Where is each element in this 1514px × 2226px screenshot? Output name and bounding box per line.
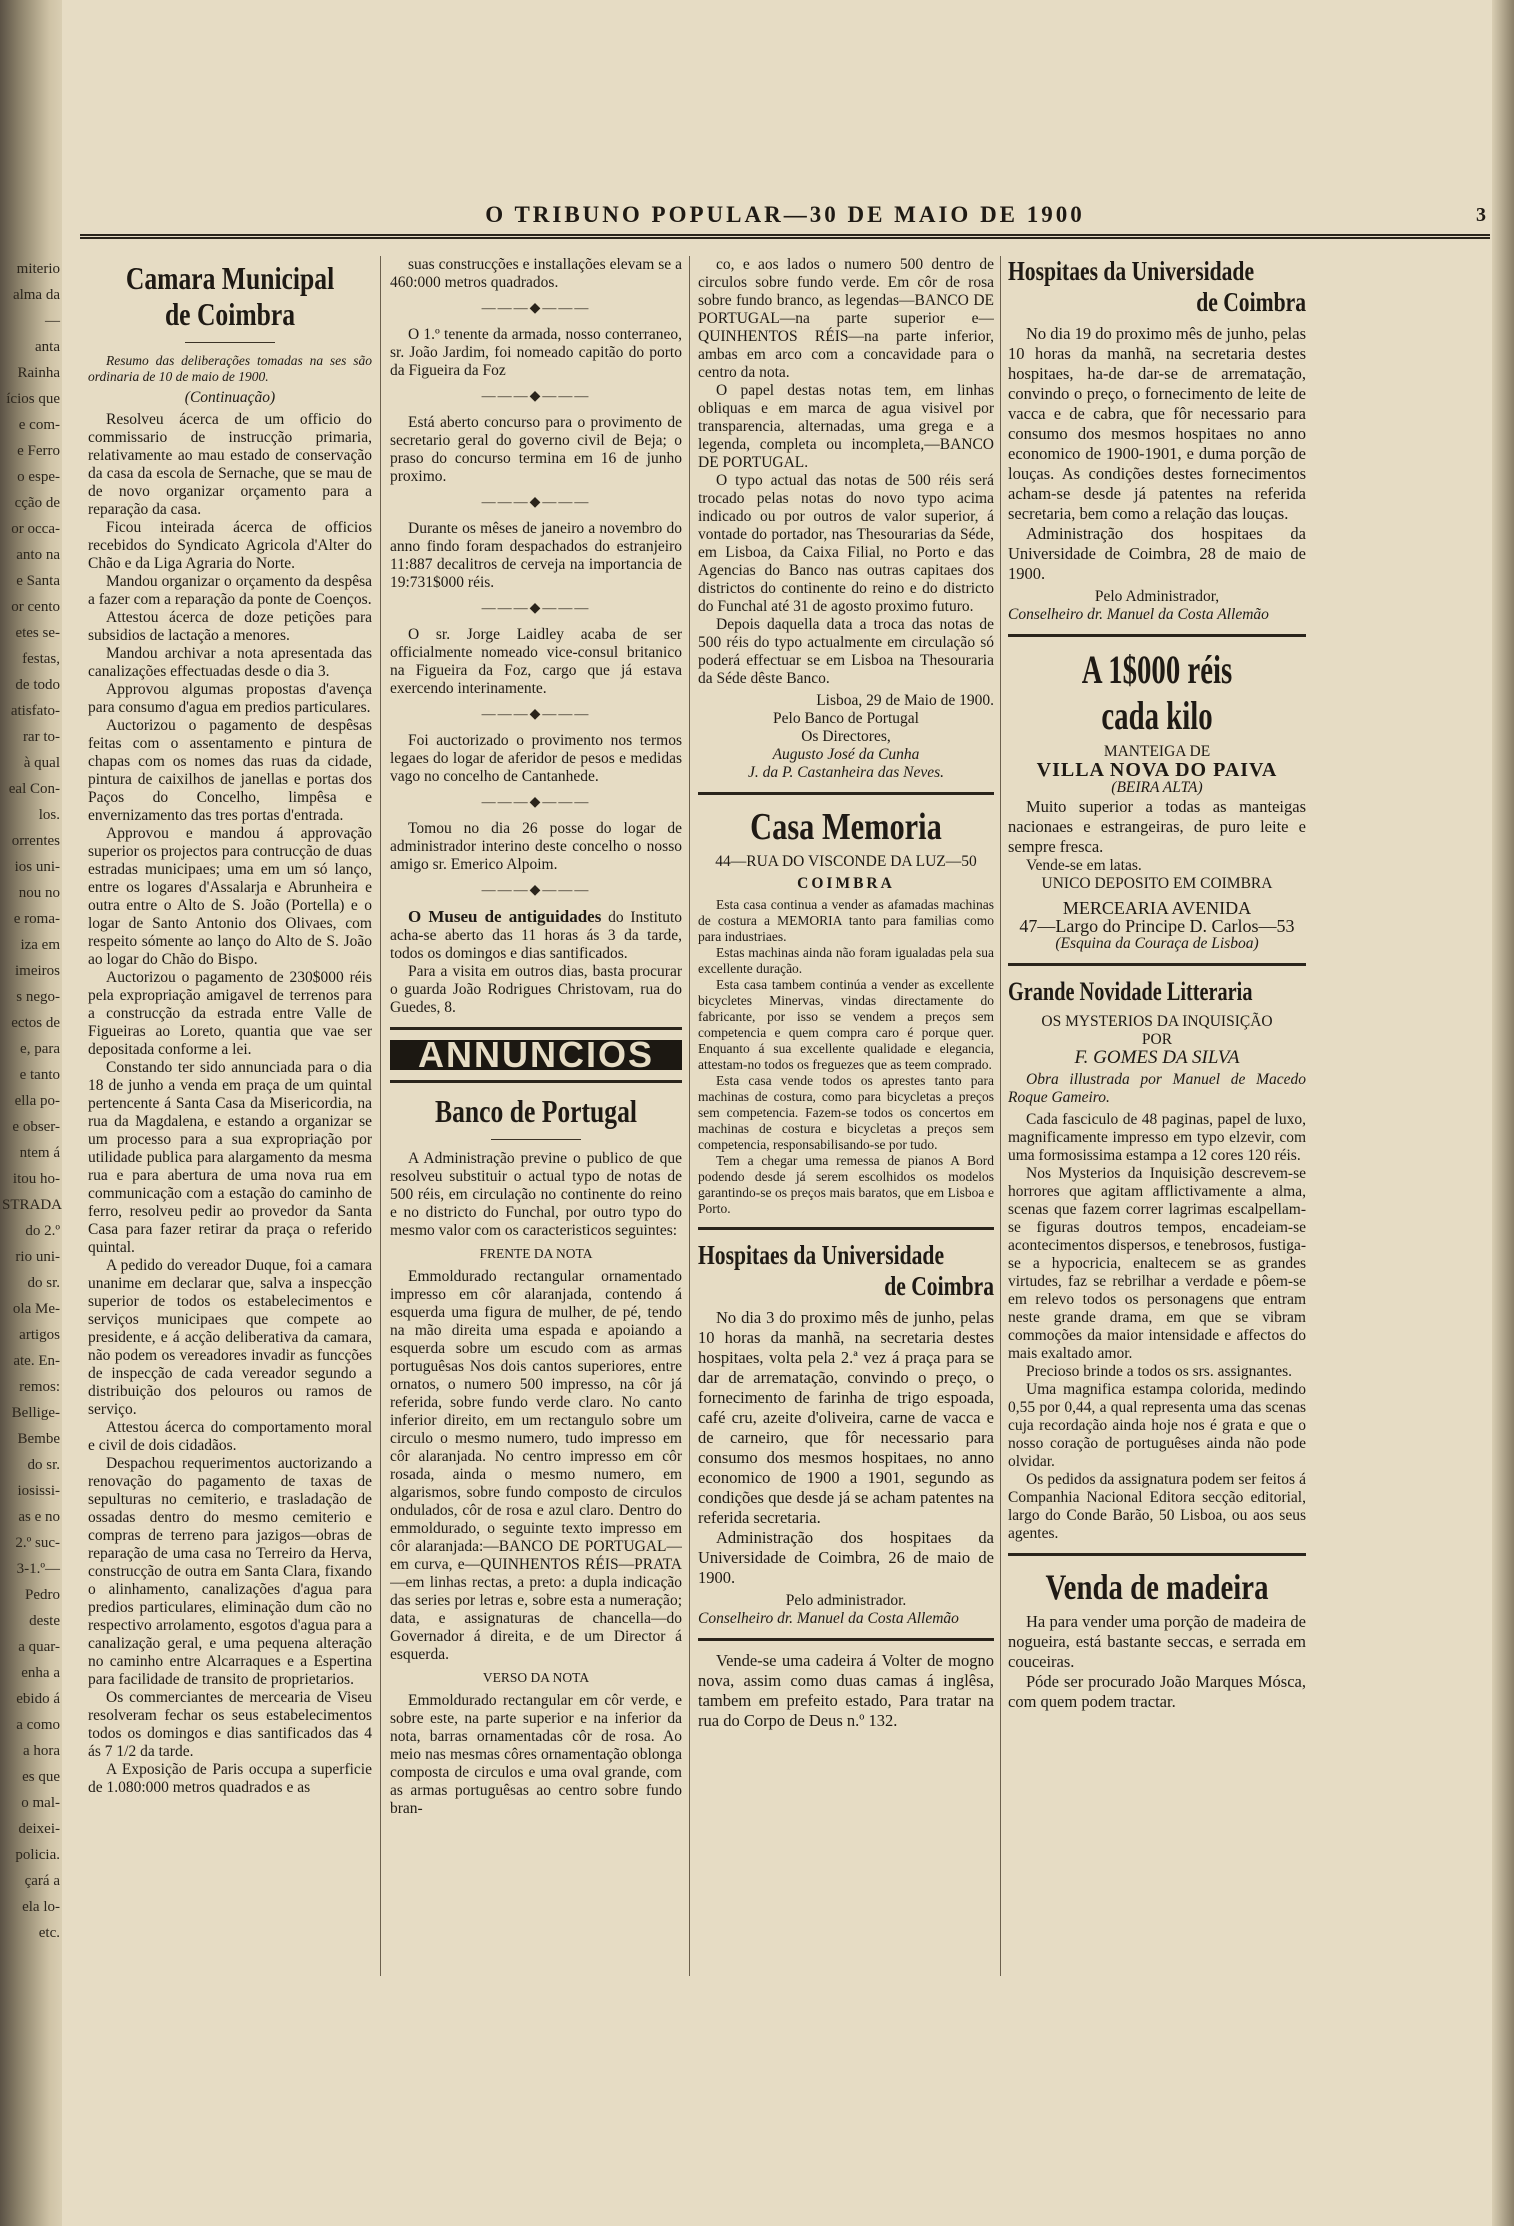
spine-fragment: ios uni-	[14, 859, 60, 875]
spine-fragment: anta	[35, 339, 60, 355]
spine-fragment: itou ho-	[12, 1171, 60, 1187]
spine-fragment: s nego-	[16, 989, 60, 1005]
spine-fragment: los.	[38, 807, 60, 823]
spine-fragment: iza em	[20, 937, 60, 953]
banco-paragraph: Depois daquella data a troca das notas de 500 réis do typo actualmente em circulação só poderá effectuar se em Lisboa na Thesouraria da Séde dêste Banco.	[698, 616, 994, 687]
novidade-paragraphs	[1008, 1111, 1306, 1543]
spine-fragment: eal Con-	[8, 781, 60, 797]
verso-text: Emmoldurado rectangular em côr verde, e sobre este, na parte superior e na inferior da nota, barras ornamentadas côr de rosa. Ao meio nas mesmas côres ornamentação oblonga composta de circulos e uma oval grande, com as armas portuguêsas ao centro sobre fundo bran-	[390, 1692, 682, 1817]
spine-fragment: Rainha	[17, 365, 60, 381]
manteiga-mercearia: MERCEARIA AVENIDA	[1062, 898, 1252, 918]
masthead-title: O TRIBUNO POPULAR—30 DE MAIO DE 1900	[485, 202, 1085, 227]
manteiga-heading: A 1$000 réis cada kilo	[1081, 647, 1233, 738]
camara-paragraph: Constando ter sido annunciada para o dia 18 de junho a venda em praça de um quintal pertencente á Santa Casa da Misericordia, na rua da Magdalena, e estando a organizar se um processo para a sua expropriação por utilidade publica para alargamento da mesma rua e para abertura de uma nova rua em communicação com a estação do caminho de ferro, resolveu pedir ao provedor da Santa Casa para fazer retirar da praça o referido quintal.	[88, 1059, 372, 1256]
spine-fragment: de todo	[15, 677, 60, 693]
casa-city: COIMBRA	[797, 875, 895, 892]
camara-paragraph: Despachou requerimentos auctorizando a renovação do pagamento de taxas de sepulturas no cemiterio, e trasladação de ossadas dentro do mesmo cemiterio e compras de terreno para jazigos—obras de reparação de uma casa no Terreiro da Herva, construcção de outra em Santa Clara, fixando o alinhamento, canalizações d'agua para predios particulares, eliminação dum cão no respectivo arrolamento, esgotos d'agua para a canalização geral, e uma pequena alteração no caminho entre Alcarraques e a Espertina para facilidade de transito de proprietarios.	[88, 1455, 372, 1688]
sign-name-1: Augusto José da Cunha	[772, 746, 920, 763]
spine-fragment: ate. En-	[13, 1353, 60, 1369]
spine-fragment: Bellige-	[11, 1405, 60, 1421]
spine-fragment: deste	[29, 1613, 60, 1629]
spine-fragment: do 2.º	[25, 1223, 60, 1239]
camara-paragraph: A Exposição de Paris occupa a superficie de 1.080:000 metros quadrados e as	[88, 1761, 372, 1796]
camara-subheading: Resumo das deliberações tomadas na ses são ordinaria de 10 de maio de 1900.	[88, 353, 372, 384]
novidade-heading: Grande Novidade Litteraria	[1008, 977, 1253, 1006]
manteiga-address: 47—Largo do Principe D. Carlos—53	[1019, 916, 1295, 936]
hospitaes-heading-1: Hospitaes da Universidade	[698, 1240, 945, 1270]
camara-paragraph: Auctorizou o pagamento de despêsas feitas com o assentamento e pintura de chapas com os nomes das ruas da cidade, pintura de caixilhos de janellas e portas dos Paços do Concelho, limpêsa e envernizamento das tres portas d'entrada.	[88, 717, 372, 824]
spine-fragment: ícios que	[6, 391, 60, 407]
casa-paragraph: Tem a chegar uma remessa de pianos A Bord podendo desde já serem escolhidos os modelos garantindo-se os preços mais baratos, que em Lisboa e Porto.	[698, 1153, 994, 1216]
novidade-por: POR	[1141, 1031, 1173, 1048]
annuncios-banner: ANNUNCIOS	[390, 1040, 682, 1070]
spine-fragment: es que	[22, 1769, 60, 1785]
madeira-text: Ha para vender uma porção de madeira de nogueira, está bastante seccas, e serrada em couceiras.	[1008, 1612, 1306, 1671]
spine-fragment: —	[45, 313, 60, 329]
spine-fragment: e tanto	[19, 1067, 60, 1083]
spine-fragment: alma da	[12, 287, 60, 303]
frente-title: FRENTE DA NOTA	[479, 1246, 593, 1261]
spine-fragment: ebido á	[16, 1691, 60, 1707]
hospitaes-heading-1: Hospitaes da Universidade	[1008, 256, 1255, 286]
spine-fragment: 3-1.º—	[16, 1561, 60, 1577]
spine-fragment: e Ferro	[17, 443, 60, 459]
spine-fragment: ntem á	[19, 1145, 60, 1161]
ornament: ———◆———	[481, 301, 591, 316]
spine-fragment: o espe-	[17, 469, 60, 485]
ornament: ———◆———	[481, 707, 591, 722]
camara-paragraph: Resolveu ácerca de um officio do commissario de instrucção primaria, relativamente ao mau estado de conservação da casa da escola de Sernache, que se mau de de novo organizar orçamento para a reparação da casa.	[88, 411, 372, 518]
sign-name-2: J. da P. Castanheira das Neves.	[747, 764, 945, 781]
spine-fragment: rio uni-	[15, 1249, 60, 1265]
banco-paragraph: O papel destas notas tem, em linhas obliquas e em marca de agua visivel por transparencia, alternadas, uma grega e a legenda, completa ou incompleta,—BANCO DE PORTUGAL.	[698, 382, 994, 471]
spine-fragment: rar to-	[22, 729, 60, 745]
news-items	[390, 300, 682, 874]
madeira-heading: Venda de madeira	[1045, 1567, 1269, 1607]
spine-fragment: anto na	[16, 547, 60, 563]
adjacent-page-spine	[0, 0, 62, 2226]
spine-fragment: o mal-	[21, 1795, 60, 1811]
hospitaes-heading-2: de Coimbra	[884, 1271, 994, 1301]
sign-date: Lisboa, 29 de Maio de 1900.	[816, 692, 994, 709]
spine-fragment: STRADA	[2, 1197, 62, 1213]
spine-fragment: etes se-	[15, 625, 60, 641]
hospitaes-text-2: Administração dos hospitaes da Universidade de Coimbra, 28 de maio de 1900.	[1008, 524, 1306, 583]
spine-fragment: iosissi-	[17, 1483, 60, 1499]
novidade-sub: OS MYSTERIOS DA INQUISIÇÃO	[1041, 1013, 1273, 1030]
spine-fragment: or occa-	[11, 521, 60, 537]
ornament: ———◆———	[481, 795, 591, 810]
madeira-text-2: Póde ser procurado João Marques Mósca, com quem podem tractar.	[1008, 1672, 1306, 1711]
rule	[390, 1080, 682, 1083]
camara-paragraph: Mandou archivar a nota apresentada das canalizações effectuadas desde o dia 3.	[88, 645, 372, 680]
camara-paragraph: Attestou ácerca do comportamento moral e civil de dois cidadãos.	[88, 1419, 372, 1454]
separator	[185, 342, 275, 343]
novidade-paragraph: Uma magnifica estampa colorida, medindo 0,55 por 0,44, a qual representa uma das scenas cuja recordação ainda hoje nos é grata e que o nosso coração de portuguêses ainda não pode olvidar.	[1008, 1381, 1306, 1470]
novidade-author: F. GOMES DA SILVA	[1074, 1047, 1240, 1068]
ornament: ———◆———	[481, 389, 591, 404]
spine-fragment: enha a	[21, 1665, 60, 1681]
ornament: ———◆———	[481, 495, 591, 510]
novidade-paragraph: Cada fasciculo de 48 paginas, papel de luxo, magnificamente impresso em typo elzevir, com uma formosissima estampa a 12 cores 120 réis.	[1008, 1111, 1306, 1164]
spine-fragment: orrentes	[11, 833, 60, 849]
sign-line-1: Pelo Banco de Portugal	[773, 710, 919, 727]
novidade-paragraph: Nos Mysterios da Inquisição descrevem-se horrores que agitam afflictivamente a alma, scenas que fazem correr lagrimas escalpellam-se figuras doutros tempos, encadeiam-se acontecimentos dispersos, e tenebrosos, fustiga-se a hypocricia, enaltecem se as grandes virtudes, faz se rebrilhar a verdade e pôem-se em relevo todos os personagens que entram neste grande drama, em que se vibram commoções da maior intensidade e affectos do mais exaltado amor.	[1008, 1165, 1306, 1362]
hospitaes-heading-2: de Coimbra	[1196, 287, 1306, 317]
rule	[1008, 1553, 1306, 1556]
camara-heading: Camara Municipal de Coimbra	[125, 260, 335, 332]
hospitaes-sign: Pelo administrador.	[785, 1592, 907, 1609]
news-item: Foi auctorizado o provimento nos termos legaes do logar de aferidor de pesos e medidas vago no concelho de Cantanhede.	[390, 732, 682, 785]
manteiga-sub-1: MANTEIGA DE	[1103, 743, 1211, 760]
camara-paragraph: Approvou algumas propostas d'avença para consumo d'agua em predios particulares.	[88, 681, 372, 716]
camara-paragraph: Attestou ácerca de doze petições para subsidios de lactação a menores.	[88, 609, 372, 644]
casa-paragraph: Esta casa tambem continúa a vender as excellente bicycletes Minervas, vindas directamente do fabricante, por isso se vendem a preços sem competencia e quem compra caro é porque quer. Enquanto á sua excellente qualidade e elegancia, attestam-no todos os freguezes que as teem comprado.	[698, 977, 994, 1072]
camara-paragraph: Os commerciantes de mercearia de Viseu resolveram fechar os seus estabelecimentos todos os domingos e dias santificados das 4 ás 7 1/2 da tarde.	[88, 1689, 372, 1760]
rule	[698, 792, 994, 795]
spine-fragment: deixei-	[18, 1821, 60, 1837]
banco-intro: A Administração previne o publico de que resolveu substituir o actual typo de notas de 500 réis, em circulação no continente do reino e no districto do Funchal, por outro typo do mesmo valor com os caracteristicos seguintes:	[390, 1150, 682, 1239]
sign-line-2: Os Directores,	[801, 728, 891, 745]
spine-fragment: à qual	[23, 755, 60, 771]
spine-fragment: 2.º suc-	[15, 1535, 60, 1551]
rule	[390, 1027, 682, 1030]
casa-paragraph: Esta casa continua a vender as afamadas machinas de costura a MEMORIA tanto para familias como para industriaes.	[698, 897, 994, 944]
spine-fragment: etc.	[38, 1925, 60, 1941]
manteiga-deposito: UNICO DEPOSITO EM COIMBRA	[1041, 875, 1273, 892]
spine-fragment: Pedro	[25, 1587, 60, 1603]
spine-fragment: a hora	[22, 1743, 60, 1759]
camara-paragraph: Auctorizou o pagamento de 230$000 réis pela expropriação amigavel de terrenos para a construcção da estrada entre Valle de Figueiras ao Loreto, quantia que vae ser depositada conforme a lei.	[88, 969, 372, 1058]
spine-fragment: nou no	[18, 885, 60, 901]
spine-fragment: do sr.	[27, 1275, 60, 1291]
camara-paragraph: Approvou e mandou á approvação superior os projectos para contrucção de duas estradas municipaes; uma em um só lanço, entre os logares d'Assalarja e Abrunheira e outra entre o Alto de S. João (Portella) e o logar de Santo Antonio dos Olivaes, com respeito sómente ao lanço do Alto de S. João ao logar do Chão do Bispo.	[88, 825, 372, 968]
casa-paragraph: Esta casa vende todos os aprestes tanto para machinas de costura, como para bicycletas a preços sem competencia. Fazem-se todos os concertos em machinas de costura e bicycletas a preços sem competencia, responsabilisando-se por tudo.	[698, 1073, 994, 1152]
spine-fragment: or cento	[11, 599, 60, 615]
spine-fragment: Bembe	[17, 1431, 60, 1447]
continuation-label: (Continuação)	[184, 389, 276, 406]
banco-paragraph: O typo actual das notas de 500 réis será trocado pelas notas do novo typo acima indicado ou por outros de valor superior, á vontade do portador, nas Thesourarias da Séde, em Lisboa, da Caixa Filial, no Porto e das Agencias do Banco nas outras capitaes dos districtos do continente do reino e do districto do Funchal até 31 de agosto proximo futuro.	[698, 472, 994, 615]
column-divider	[380, 256, 381, 1976]
banco-heading: Banco de Portugal	[435, 1093, 637, 1129]
spine-fragment: e roma-	[13, 911, 60, 927]
column-4	[1008, 256, 1306, 1976]
hospitaes-signature: Conselheiro dr. Manuel da Costa Allemão	[698, 1610, 959, 1627]
hospitaes-text: No dia 19 do proximo mês de junho, pelas 10 horas da manhã, na secretaria destes hospitaes, ha-de dar-se de arrematação, convindo o preço, o fornecimento de leite de vacca e de cabra, que fôr necessario para consumo dos mesmos hospitaes no anno economico de 1900-1901, e duma porção de louças. As condições destes fornecimentos acham-se desde já patentes na referida secretaria, bem como a relação das louças.	[1008, 324, 1306, 523]
newspaper-page	[80, 0, 1490, 2226]
spine-fragment: policia.	[15, 1847, 60, 1863]
spine-fragment: festas,	[22, 651, 60, 667]
news-item: Está aberto concurso para o provimento de secretario geral do governo civil de Beja; o praso do concurso termina em 16 de junho proximo.	[390, 414, 682, 485]
spine-fragment: e obser-	[12, 1119, 60, 1135]
museu-title: O Museu de antiguidades	[408, 907, 602, 926]
spine-fragment: ola Me-	[12, 1301, 60, 1317]
spine-fragment: as e no	[18, 1509, 60, 1525]
news-item: O 1.º tenente da armada, nosso conterraneo, sr. João Jardim, foi nomeado capitão do porto da Figueira da Foz	[390, 326, 682, 379]
spine-fragment: a como	[16, 1717, 60, 1733]
news-item: O sr. Jorge Laidley acaba de ser officialmente nomeado vice-consul britanico na Figueira da Foz, cargo que já estava exercendo interinamente.	[390, 626, 682, 697]
column-2	[390, 256, 682, 1976]
spine-fragment: a quar-	[18, 1639, 60, 1655]
rule	[1008, 963, 1306, 966]
col2-top-paragraphs	[390, 256, 682, 292]
casa-address: 44—RUA DO VISCONDE DA LUZ—50	[715, 853, 977, 870]
news-item: Tomou no dia 26 posse do logar de administrador interino deste concelho o nosso amigo sr. Emerico Alpoim.	[390, 820, 682, 873]
casa-paragraph: Estas machinas ainda não foram igualadas pela sua excellente duração.	[698, 945, 994, 976]
rule	[698, 1638, 994, 1641]
camara-paragraph: A pedido do vereador Duque, foi a camara unanime em declarar que, salva a inspecção superior de todos os estabelecimentos e serviços municipaes que compete ao presidente, e á acção deliberativa da camara, não podem os vereadores invadir as funcções de inspecção de cada vereador segundo a distribuição dos pelouros ou ramos de serviço.	[88, 1257, 372, 1418]
camara-paragraph: Mandou organizar o orçamento da despêsa a fazer com a reparação da ponte de Coenços.	[88, 573, 372, 608]
news-paragraph: suas construcções e installações elevam se a 460:000 metros quadrados.	[390, 256, 682, 291]
manteiga-esquina: (Esquina da Couraça de Lisboa)	[1055, 935, 1259, 952]
verso-title: VERSO DA NOTA	[482, 1670, 590, 1685]
news-item: Durante os mêses de janeiro a novembro do anno findo foram despachados do estranjeiro 11:887 decalitros de cerveja na importancia de 19:731$000 réis.	[390, 520, 682, 591]
spine-fragment: e com-	[18, 417, 60, 433]
hospitaes-signature: Conselheiro dr. Manuel da Costa Allemão	[1008, 606, 1269, 623]
spine-fragment: ela lo-	[22, 1899, 60, 1915]
casa-paragraphs	[698, 897, 994, 1217]
novidade-paragraph: Precioso brinde a todos os srs. assignantes.	[1026, 1363, 1293, 1380]
spine-fragment: e, para	[20, 1041, 60, 1057]
spine-fragment: atisfato-	[10, 703, 60, 719]
spine-fragment: miterio	[16, 261, 60, 277]
casa-heading: Casa Memoria	[750, 806, 942, 848]
manteiga-text: Muito superior a todas as manteigas nacionaes e estrangeiras, de puro leite e sempre fresca.	[1008, 797, 1306, 856]
manteiga-sub-2: VILLA NOVA DO PAIVA	[1036, 759, 1278, 781]
ornament: ———◆———	[481, 883, 591, 898]
spine-fragment: imeiros	[15, 963, 60, 979]
separator	[491, 1139, 581, 1140]
museu-text: do Instituto acha-se aberto das 11 horas ás 3 da tarde, todos os domingos e dias santificados.	[390, 909, 682, 962]
museu-block	[390, 908, 682, 963]
camara-paragraph: Ficou inteirada ácerca de officios recebidos do Syndicato Agricola d'Alter do Chão e da Liga Agraria do Norte.	[88, 519, 372, 572]
page-edge	[1492, 0, 1514, 2226]
venda-cadeira: Vende-se uma cadeira á Volter de mogno nova, assim como duas camas á inglêsa, tambem em prefeito estado, Para tratar na rua do Corpo de Deus n.º 132.	[698, 1651, 994, 1730]
novidade-illus: Obra illustrada por Manuel de Macedo Roque Gameiro.	[1008, 1071, 1306, 1106]
spine-fragment: do sr.	[27, 1457, 60, 1473]
spine-fragment: cção de	[14, 495, 60, 511]
rule	[698, 1227, 994, 1230]
rule	[1008, 634, 1306, 637]
frente-text: Emmoldurado rectangular ornamentado impresso em côr alaranjada, contendo á esquerda uma figura de mulher, de pé, tendo na mão direita uma espada e apoiando a esquerda sobre um escudo com as armas portuguêsas Nos dois cantos superiores, entre ornatos, o numero 500 impresso, na côr já referida, sobre fundo verde claro. No canto inferior direito, em um rectangulo sobre um circulo o mesmo numero, tudo impresso em côr alaranjada. No centro impresso em côr rosada, ainda o mesmo numero, em algarismos, sobre fundo composto de circulos ondulados, côr de rosa e azul claro. Dentro do emmoldurado, o seguinte texto impresso em côr alaranjada:—BANCO DE PORTUGAL—em curva, e—QUINHENTOS RÉIS—PRATA—em linhas rectas, a preto: a dupla indicação das series por letras e, sobre esta a numeração; data, e assignaturas de chancella—do Governador á direita, e de um Director á esquerda.	[390, 1268, 682, 1663]
column-1	[88, 256, 372, 1976]
column-divider	[689, 256, 690, 1976]
banco-continuation	[698, 256, 994, 688]
ornament: ———◆———	[481, 601, 591, 616]
novidade-paragraph: Os pedidos da assignatura podem ser feitos á Companhia Nacional Editora secção editorial, largo do Conde Barão, 50 Lisboa, ou aos seus agentes.	[1008, 1471, 1306, 1542]
spine-fragment: remos:	[19, 1379, 60, 1395]
hospitaes-sign: Pelo Administrador,	[1094, 588, 1220, 605]
page-number: 3	[1476, 204, 1486, 226]
spine-fragment: artigos	[19, 1327, 60, 1343]
camara-paragraphs	[88, 411, 372, 1797]
manteiga-latas: Vende-se em latas.	[1026, 857, 1142, 874]
spine-fragment: e Santa	[16, 573, 60, 589]
hospitaes-text-2: Administração dos hospitaes da Universidade de Coimbra, 26 de maio de 1900.	[698, 1528, 994, 1587]
museu-text-2: Para a visita em outros dias, basta procurar o guarda João Rodrigues Christovam, rua do Guedes, 8.	[390, 963, 682, 1016]
column-divider	[1000, 256, 1001, 1976]
spine-fragment: ella po-	[14, 1093, 60, 1109]
banco-paragraph: co, e aos lados o numero 500 dentro de circulos sobre fundo verde. Em côr de rosa sobre fundo branco, as legendas—BANCO DE PORTUGAL—na parte superior e—QUINHENTOS RÉIS—na parte inferior, ambas em arco com a concavidade para o centro da nota.	[698, 256, 994, 381]
spine-fragment: ectos de	[11, 1015, 60, 1031]
manteiga-sub-3: (BEIRA ALTA)	[1111, 779, 1203, 796]
spine-fragment: çará a	[24, 1873, 60, 1889]
hospitaes-text: No dia 3 do proximo mês de junho, pelas 10 horas da manhã, na secretaria destes hospitaes, volta pela 2.ª vez á praça para se dar de arrematação, convindo o preço, o fornecimento de farinha de trigo espoada, café cru, azeite d'oliveira, carne de vacca e de carneiro, que fôr necessario para consumo dos mesmos hospitaes, no anno economico de 1900 a 1901, segundo as condições que desde já se acham patentes na referida secretaria.	[698, 1308, 994, 1527]
masthead	[80, 198, 1490, 239]
column-3	[698, 256, 994, 1976]
